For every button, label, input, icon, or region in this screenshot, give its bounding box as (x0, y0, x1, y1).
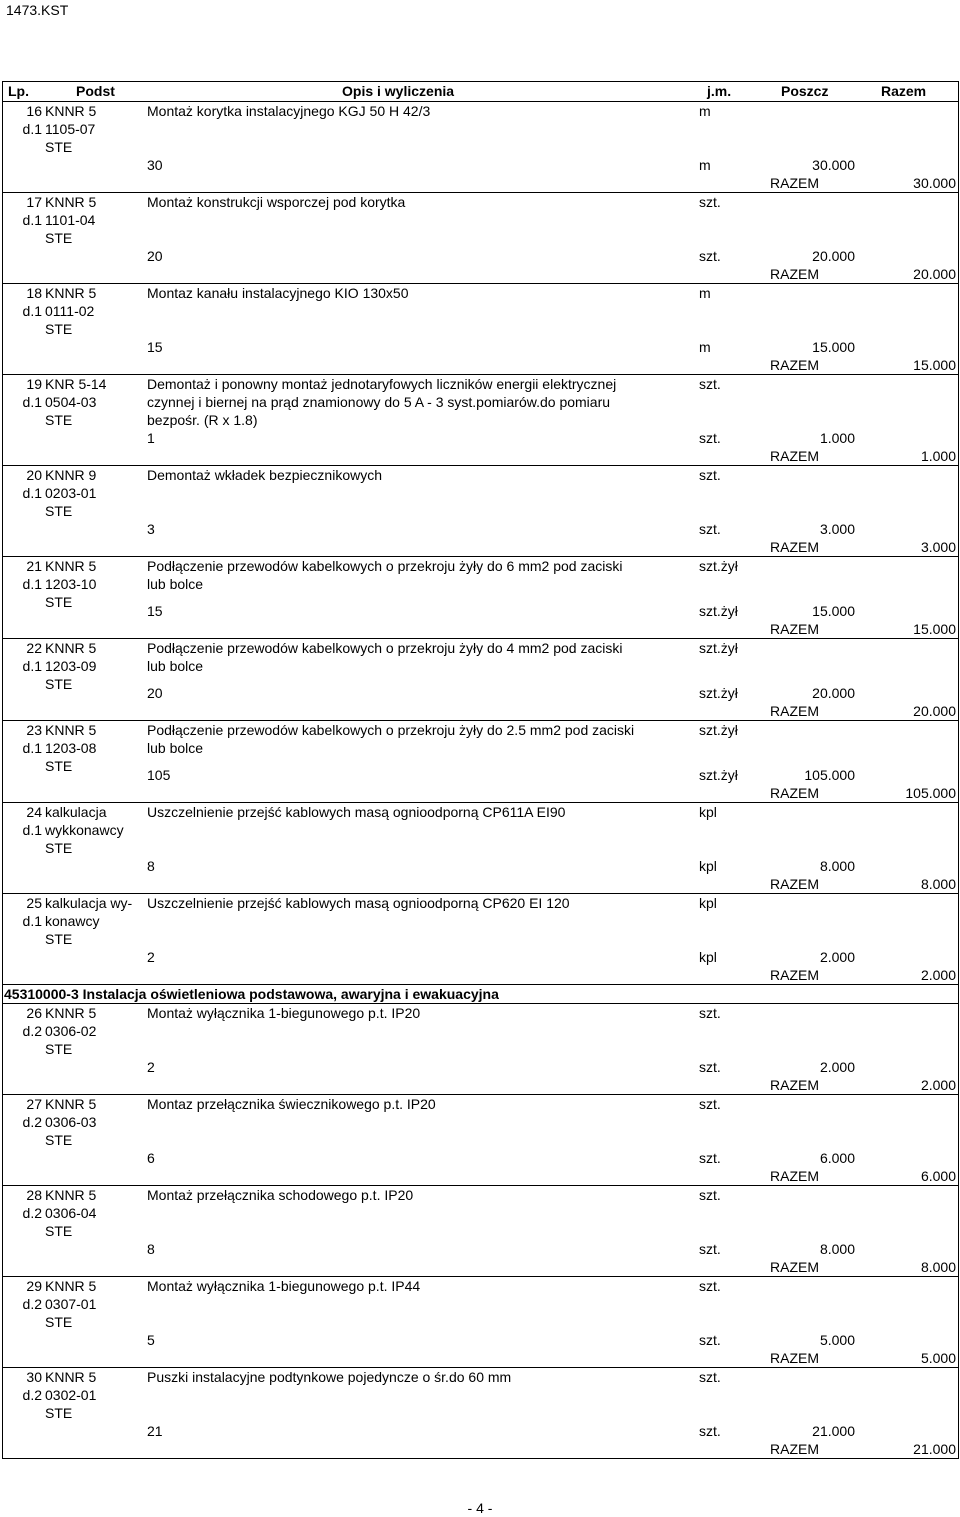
item-unit: kpl (699, 804, 717, 820)
item-basis-line: KNNR 5 (45, 1369, 97, 1385)
item-basis-line: KNR 5-14 (45, 376, 107, 392)
calc-subtotal: 105.000 (804, 767, 855, 783)
total-label: RAZEM (770, 175, 819, 191)
item-description-line: lub bolce (147, 658, 204, 674)
item-basis-line: KNNR 5 (45, 1278, 97, 1294)
item-number: 29 (26, 1278, 42, 1294)
estimate-item (2, 894, 958, 985)
item-division: d.1 (22, 822, 42, 838)
calc-quantity: 2 (147, 1059, 155, 1075)
item-basis-line: STE (45, 1223, 73, 1239)
item-description-line: Montaż konstrukcji wsporczej pod korytka (147, 194, 406, 210)
item-division: d.1 (22, 658, 42, 674)
total-value: 8.000 (920, 1259, 956, 1275)
calc-quantity: 21 (147, 1423, 163, 1439)
calc-unit: szt. (699, 248, 721, 264)
calc-unit: kpl (699, 858, 717, 874)
calc-subtotal: 2.000 (819, 1059, 855, 1075)
calc-subtotal: 8.000 (819, 1241, 855, 1257)
item-description-line: bezpośr. (R x 1.8) (147, 412, 258, 428)
calc-quantity: 6 (147, 1150, 155, 1166)
calc-quantity: 1 (147, 430, 155, 446)
estimate-item (2, 1368, 958, 1459)
calc-quantity: 5 (147, 1332, 155, 1348)
calc-subtotal: 15.000 (812, 339, 855, 355)
item-basis-line: 0306-02 (45, 1023, 97, 1039)
calc-unit: szt. (699, 1332, 721, 1348)
item-description-line: Montaż wyłącznika 1-biegunowego p.t. IP20 (147, 1005, 421, 1021)
calc-unit: m (699, 157, 711, 173)
calc-subtotal: 30.000 (812, 157, 855, 173)
total-value: 8.000 (920, 876, 956, 892)
section-heading (2, 985, 958, 1004)
document-id: 1473.KST (6, 2, 69, 18)
cost-estimate-table (2, 81, 958, 1459)
item-basis-line: KNNR 5 (45, 1187, 97, 1203)
calc-subtotal: 8.000 (819, 858, 855, 874)
item-division: d.1 (22, 913, 42, 929)
item-division: d.2 (22, 1387, 42, 1403)
item-basis-line: STE (45, 594, 73, 610)
total-value: 5.000 (920, 1350, 956, 1366)
table-header (2, 81, 958, 102)
estimate-item (2, 1186, 958, 1277)
header-podst: Podst (76, 83, 115, 99)
total-label: RAZEM (770, 876, 819, 892)
item-unit: szt. (699, 1005, 721, 1021)
item-division: d.1 (22, 121, 42, 137)
item-number: 23 (26, 722, 42, 738)
item-basis-line: STE (45, 503, 73, 519)
item-basis-line: 1101-04 (45, 212, 96, 228)
item-basis-line: KNNR 9 (45, 467, 97, 483)
item-basis-line: 0504-03 (45, 394, 97, 410)
item-basis-line: konawcy (45, 913, 100, 929)
estimate-item (2, 1004, 958, 1095)
item-division: d.1 (22, 576, 42, 592)
item-basis-line: kalkulacja (45, 804, 107, 820)
item-unit: szt. (699, 1369, 721, 1385)
item-basis-line: STE (45, 1314, 73, 1330)
total-value: 21.000 (913, 1441, 956, 1457)
item-basis-line: KNNR 5 (45, 558, 97, 574)
item-number: 22 (26, 640, 42, 656)
estimate-item (2, 557, 958, 639)
item-description-line: Montaż wyłącznika 1-biegunowego p.t. IP44 (147, 1278, 421, 1294)
item-number: 19 (26, 376, 42, 392)
item-unit: szt.żył (699, 640, 738, 656)
item-description-line: Podłączenie przewodów kabelkowych o przekroju żyły do 6 mm2 pod zaciski (147, 558, 623, 574)
item-description-line: Demontaż i ponowny montaż jednotaryfowych liczników energii elektrycznej (147, 376, 617, 392)
total-value: 20.000 (913, 266, 956, 282)
total-value: 6.000 (920, 1168, 956, 1184)
total-label: RAZEM (770, 1168, 819, 1184)
item-unit: szt. (699, 1187, 721, 1203)
item-description-line: Montaż korytka instalacyjnego KGJ 50 H 42/3 (147, 103, 431, 119)
item-number: 21 (26, 558, 42, 574)
item-number: 28 (26, 1187, 42, 1203)
estimate-item (2, 803, 958, 894)
item-basis-line: KNNR 5 (45, 722, 97, 738)
total-label: RAZEM (770, 266, 819, 282)
item-basis-line: KNNR 5 (45, 1005, 97, 1021)
item-basis-line: KNNR 5 (45, 194, 97, 210)
total-value: 15.000 (913, 357, 956, 373)
item-basis-line: kalkulacja wy- (45, 895, 133, 911)
calc-subtotal: 3.000 (819, 521, 855, 537)
calc-quantity: 30 (147, 157, 163, 173)
item-description-line: lub bolce (147, 576, 204, 592)
item-basis-line: KNNR 5 (45, 640, 97, 656)
item-unit: szt. (699, 194, 721, 210)
total-value: 105.000 (905, 785, 956, 801)
item-unit: szt.żył (699, 558, 738, 574)
calc-quantity: 8 (147, 1241, 155, 1257)
calc-quantity: 20 (147, 685, 163, 701)
item-basis-line: wykkonawcy (45, 822, 124, 838)
estimate-item (2, 1095, 958, 1186)
item-basis-line: 0306-03 (45, 1114, 97, 1130)
total-label: RAZEM (770, 967, 819, 983)
item-basis-line: STE (45, 412, 73, 428)
header-opis: Opis i wyliczenia (342, 83, 455, 99)
item-basis-line: 0302-01 (45, 1387, 97, 1403)
table-border-line (958, 81, 959, 1459)
header-razem: Razem (881, 83, 927, 99)
estimate-item (2, 1277, 958, 1368)
item-unit: szt. (699, 1096, 721, 1112)
estimate-item (2, 721, 958, 803)
item-basis-line: STE (45, 1132, 73, 1148)
item-basis-line: STE (45, 758, 73, 774)
item-description-line: Montaz kanału instalacyjnego KIO 130x50 (147, 285, 409, 301)
item-unit: szt. (699, 467, 721, 483)
total-label: RAZEM (770, 785, 819, 801)
calc-subtotal: 2.000 (819, 949, 855, 965)
item-description-line: czynnej i biernej na prąd znamionowy do 5 A - 3 syst.pomiarów.do pomiaru (147, 394, 611, 410)
calc-unit: szt.żył (699, 603, 738, 619)
estimate-item (2, 284, 958, 375)
total-label: RAZEM (770, 1350, 819, 1366)
item-division: d.1 (22, 303, 42, 319)
estimate-item (2, 375, 958, 466)
total-label: RAZEM (770, 1441, 819, 1457)
total-value: 20.000 (913, 703, 956, 719)
item-unit: szt.żył (699, 722, 738, 738)
item-description-line: Demontaż wkładek bezpiecznikowych (147, 467, 382, 483)
calc-unit: szt. (699, 1059, 721, 1075)
item-basis-line: KNNR 5 (45, 1096, 97, 1112)
item-number: 17 (26, 194, 42, 210)
item-basis-line: 0111-02 (45, 303, 95, 319)
item-basis-line: STE (45, 139, 73, 155)
item-description-line: lub bolce (147, 740, 204, 756)
item-description-line: Podłączenie przewodów kabelkowych o przekroju żyły do 4 mm2 pod zaciski (147, 640, 623, 656)
calc-subtotal: 5.000 (819, 1332, 855, 1348)
item-basis-line: 0203-01 (45, 485, 97, 501)
item-number: 30 (26, 1369, 42, 1385)
item-division: d.2 (22, 1114, 42, 1130)
item-number: 26 (26, 1005, 42, 1021)
item-description-line: Uszczelnienie przejść kablowych masą ognioodporną CP620 EI 120 (147, 895, 570, 911)
header-lp: Lp. (8, 83, 29, 99)
item-basis-line: STE (45, 676, 73, 692)
calc-unit: szt. (699, 1150, 721, 1166)
item-description-line: Uszczelnienie przejść kablowych masą ognioodporną CP611A EI90 (147, 804, 566, 820)
item-division: d.1 (22, 485, 42, 501)
estimate-item (2, 193, 958, 284)
total-label: RAZEM (770, 1259, 819, 1275)
calc-quantity: 2 (147, 949, 155, 965)
item-basis-line: 1203-09 (45, 658, 97, 674)
calc-quantity: 8 (147, 858, 155, 874)
calc-unit: szt. (699, 521, 721, 537)
item-division: d.2 (22, 1296, 42, 1312)
item-description-line: Puszki instalacyjne podtynkowe pojedyncze o śr.do 60 mm (147, 1369, 512, 1385)
item-division: d.2 (22, 1205, 42, 1221)
item-division: d.1 (22, 212, 42, 228)
item-basis-line: KNNR 5 (45, 103, 97, 119)
item-number: 16 (26, 103, 42, 119)
item-unit: szt. (699, 376, 721, 392)
calc-unit: szt. (699, 430, 721, 446)
calc-unit: szt. (699, 1423, 721, 1439)
calc-subtotal: 20.000 (812, 248, 855, 264)
calc-quantity: 15 (147, 603, 163, 619)
item-basis-line: KNNR 5 (45, 285, 97, 301)
item-unit: m (699, 103, 711, 119)
estimate-item (2, 639, 958, 721)
calc-unit: kpl (699, 949, 717, 965)
item-basis-line: STE (45, 1405, 73, 1421)
item-division: d.2 (22, 1023, 42, 1039)
item-division: d.1 (22, 394, 42, 410)
table-border-line (2, 81, 3, 1459)
total-value: 30.000 (913, 175, 956, 191)
header-jm: j.m. (707, 83, 732, 99)
item-unit: szt. (699, 1278, 721, 1294)
section-title: 45310000-3 Instalacja oświetleniowa podstawowa, awaryjna i ewakuacyjna (4, 986, 499, 1002)
item-number: 27 (26, 1096, 42, 1112)
calc-quantity: 105 (147, 767, 171, 783)
item-unit: m (699, 285, 711, 301)
calc-subtotal: 6.000 (819, 1150, 855, 1166)
total-value: 3.000 (920, 539, 956, 555)
item-division: d.1 (22, 740, 42, 756)
total-value: 15.000 (913, 621, 956, 637)
item-description-line: Montaż przełącznika schodowego p.t. IP20 (147, 1187, 414, 1203)
calc-subtotal: 21.000 (812, 1423, 855, 1439)
table-body (2, 102, 958, 1459)
estimate-item (2, 102, 958, 193)
item-basis-line: STE (45, 931, 73, 947)
total-value: 1.000 (920, 448, 956, 464)
item-number: 24 (26, 804, 42, 820)
item-number: 18 (26, 285, 42, 301)
total-label: RAZEM (770, 448, 819, 464)
item-basis-line: STE (45, 230, 73, 246)
calc-unit: szt.żył (699, 685, 738, 701)
total-label: RAZEM (770, 357, 819, 373)
item-number: 25 (26, 895, 42, 911)
page-number: - 4 - (467, 1500, 493, 1516)
item-description-line: Podłączenie przewodów kabelkowych o przekroju żyły do 2.5 mm2 pod zaciski (147, 722, 635, 738)
item-basis-line: 0307-01 (45, 1296, 97, 1312)
total-label: RAZEM (770, 539, 819, 555)
total-label: RAZEM (770, 621, 819, 637)
calc-unit: m (699, 339, 711, 355)
calc-subtotal: 15.000 (812, 603, 855, 619)
header-poszcz: Poszcz (781, 83, 829, 99)
item-basis-line: STE (45, 840, 73, 856)
item-number: 20 (26, 467, 42, 483)
item-basis-line: STE (45, 1041, 73, 1057)
calc-quantity: 3 (147, 521, 155, 537)
calc-subtotal: 20.000 (812, 685, 855, 701)
item-basis-line: 1203-08 (45, 740, 97, 756)
item-unit: kpl (699, 895, 717, 911)
item-description-line: Montaz przełącznika świecznikowego p.t. IP20 (147, 1096, 436, 1112)
calc-unit: szt. (699, 1241, 721, 1257)
calc-quantity: 15 (147, 339, 163, 355)
calc-subtotal: 1.000 (819, 430, 855, 446)
item-basis-line: 0306-04 (45, 1205, 97, 1221)
item-basis-line: 1105-07 (45, 121, 96, 137)
calc-unit: szt.żył (699, 767, 738, 783)
calc-quantity: 20 (147, 248, 163, 264)
total-value: 2.000 (920, 967, 956, 983)
item-basis-line: 1203-10 (45, 576, 97, 592)
total-label: RAZEM (770, 1077, 819, 1093)
item-basis-line: STE (45, 321, 73, 337)
total-label: RAZEM (770, 703, 819, 719)
estimate-item (2, 466, 958, 557)
total-value: 2.000 (920, 1077, 956, 1093)
